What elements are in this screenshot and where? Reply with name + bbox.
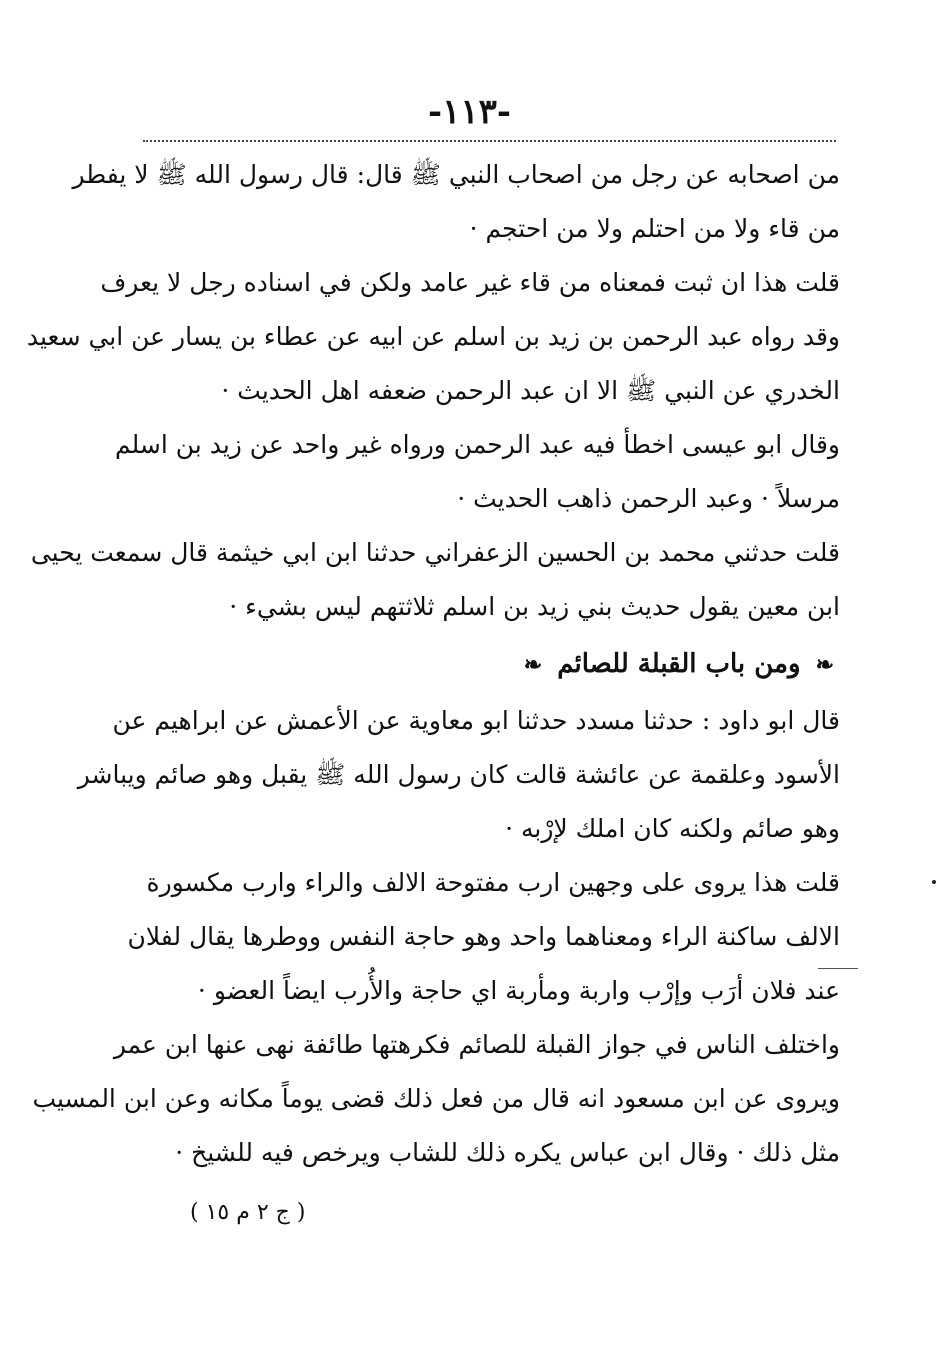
section-heading [165, 634, 840, 694]
text-line: الخدري عن النبي ﷺ الا ان عبد الرحمن ضعفه اهل الحديث · [221, 376, 840, 405]
margin-mark [932, 880, 936, 884]
text-line: قلت حدثني محمد بن الحسين الزعفراني حدثنا ابن ابي خيثمة قال سمعت يحيى [30, 538, 840, 567]
text-line: وقال ابو عيسى اخطأ فيه عبد الرحمن ورواه غير واحد عن زيد بن اسلم [115, 430, 840, 459]
text-line: من قاء ولا من احتلم ولا من احتجم · [469, 214, 840, 243]
text-line: الالف ساكنة الراء ومعناهما واحد وهو حاجة النفس ووطرها يقال لفلان [127, 922, 840, 951]
text-line: مرسلاً · وعبد الرحمن ذاهب الحديث · [457, 484, 840, 513]
text-line: الأسود وعلقمة عن عائشة قالت كان رسول الله ﷺ يقبل وهو صائم ويباشر [77, 760, 840, 789]
text-line: قال ابو داود : حدثنا مسدد حدثنا ابو معاوية عن الأعمش عن ابراهيم عن [112, 706, 840, 735]
ornament-icon: ❧ [523, 652, 543, 678]
margin-mark [818, 968, 858, 969]
text-line: وقد رواه عبد الرحمن بن زيد بن اسلم عن ابيه عن عطاء بن يسار عن ابي سعيد [26, 322, 840, 351]
text-line: وهو صائم ولكنه كان املك لإرْبه · [505, 814, 840, 843]
text-line: ويروى عن ابن مسعود انه قال من فعل ذلك قضى يوماً مكانه وعن ابن المسيب [32, 1084, 840, 1113]
text-line: عند فلان أرَب وإرْب واربة ومأربة اي حاجة والأُرب ايضاً العضو · [197, 976, 840, 1005]
printer-signature-mark: ( ج ٢ م ١٥ ) [190, 1200, 306, 1225]
page-number: -١١٣- [427, 92, 512, 132]
text-line: مثل ذلك · وقال ابن عباس يكره ذلك للشاب ويرخص فيه للشيخ · [175, 1138, 840, 1167]
text-line: قلت هذا يروى على وجهين ارب مفتوحة الالف والراء وارب مكسورة [146, 868, 840, 897]
section-heading-text: ومن باب القبلة للصائم [557, 649, 801, 679]
text-line: قلت هذا ان ثبت فمعناه من قاء غير عامد ولكن في اسناده رجل لا يعرف [100, 268, 840, 297]
text-line: واختلف الناس في جواز القبلة للصائم فكرهتها طائفة نهى عنها ابن عمر [113, 1030, 840, 1059]
text-line: ابن معين يقول حديث بني زيد بن اسلم ثلاثتهم ليس بشيء · [229, 592, 840, 621]
ornament-icon: ❧ [815, 652, 834, 678]
header-divider [143, 140, 836, 142]
main-text [26, 148, 840, 1180]
text-line: من اصحابه عن رجل من اصحاب النبي ﷺ قال: قال رسول الله ﷺ لا يفطر [72, 160, 840, 189]
